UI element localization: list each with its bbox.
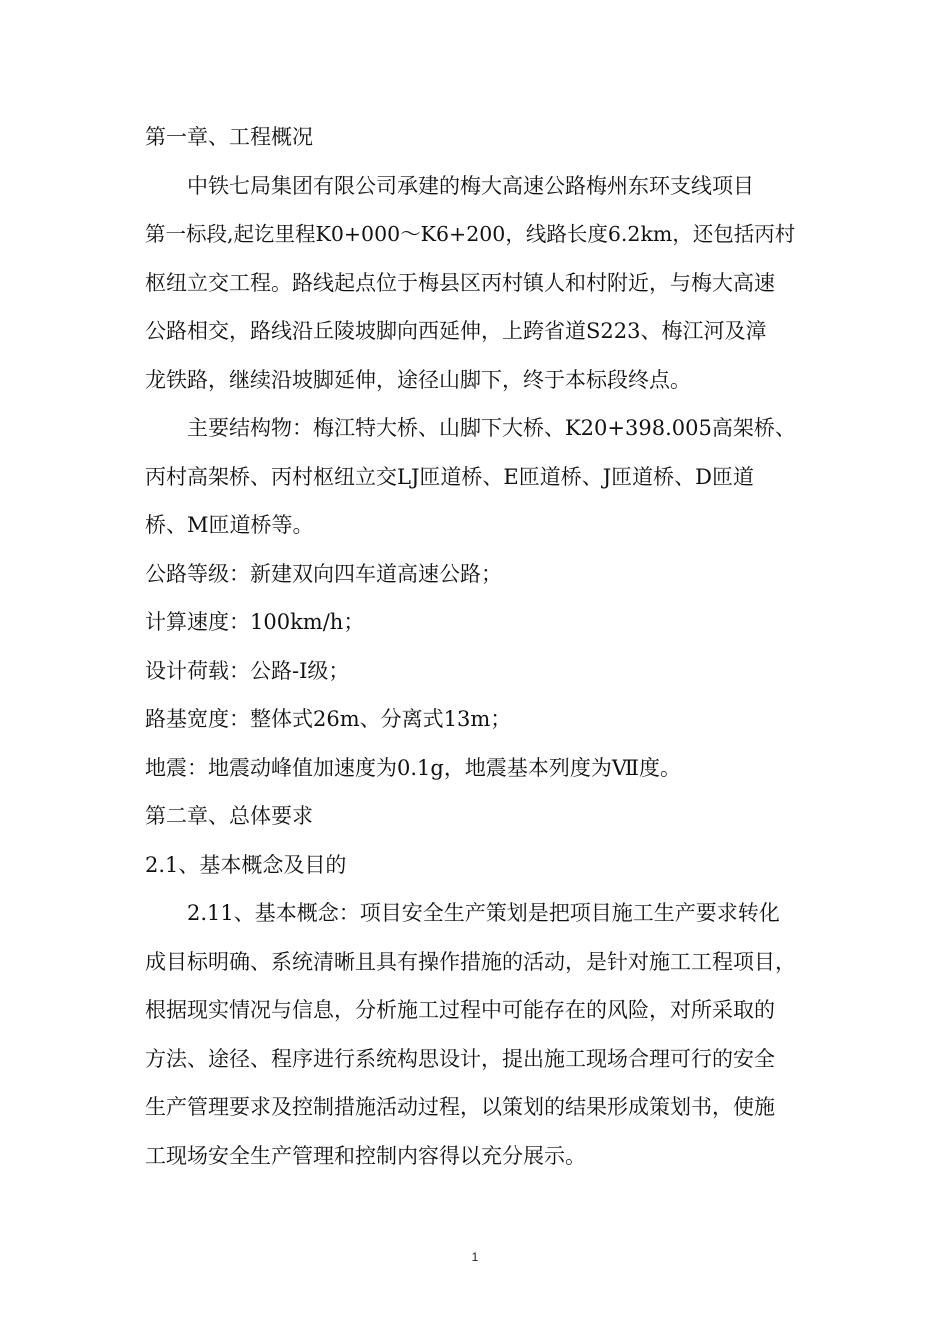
text-line: 生产管理要求及控制措施活动过程，以策划的结果形成策划书，使施 xyxy=(145,1095,775,1119)
text-line: 公路等级：新建双向四车道高速公路； xyxy=(145,561,502,586)
text-line: 成目标明确、系统清晰且具有操作措施的活动，是针对施工工程项目， xyxy=(145,949,796,974)
page-number: 1 xyxy=(471,1250,479,1264)
text-line: 设计荷载：公路-I级； xyxy=(145,658,350,683)
text-line: 桥、M匝道桥等。 xyxy=(145,513,314,537)
text-line: 2.1、基本概念及目的 xyxy=(145,852,347,877)
text-line: 丙村高架桥、丙村枢纽立交LJ匝道桥、E匝道桥、J匝道桥、D匝道 xyxy=(145,464,754,489)
text-line: 第二章、总体要求 xyxy=(145,804,313,828)
text-line: 路基宽度：整体式26m、分离式13m； xyxy=(145,707,512,731)
text-line: 公路相交，路线沿丘陵坡脚向西延伸，上跨省道S223、梅江河及漳 xyxy=(145,319,767,343)
text-line: 枢纽立交工程。路线起点位于梅县区丙村镇人和村附近，与梅大高速 xyxy=(145,270,775,295)
text-line: 方法、途径、程序进行系统构思设计，提出施工现场合理可行的安全 xyxy=(145,1046,775,1071)
text-line: 地震：地震动峰值加速度为0.1g，地震基本列度为Ⅶ度。 xyxy=(145,755,681,780)
text-line: 第一标段,起讫里程K0+000～K6+200，线路长度6.2km，还包括丙村 xyxy=(145,222,796,246)
text-line: 计算速度：100km/h； xyxy=(145,610,365,634)
text-line: 工现场安全生产管理和控制内容得以充分展示。 xyxy=(145,1143,586,1168)
text-line: 第一章、工程概况 xyxy=(145,125,313,149)
document-body xyxy=(145,113,810,1180)
text-line: 主要结构物：梅江特大桥、山脚下大桥、K20+398.005高架桥、 xyxy=(187,416,796,440)
text-line: 根据现实情况与信息，分析施工过程中可能存在的风险，对所采取的 xyxy=(145,998,775,1022)
text-line: 中铁七局集团有限公司承建的梅大高速公路梅州东环支线项目 xyxy=(187,173,754,198)
text-line: 龙铁路，继续沿坡脚延伸，途径山脚下，终于本标段终点。 xyxy=(145,367,691,392)
text-line: 2.11、基本概念：项目安全生产策划是把项目施工生产要求转化 xyxy=(187,901,780,925)
